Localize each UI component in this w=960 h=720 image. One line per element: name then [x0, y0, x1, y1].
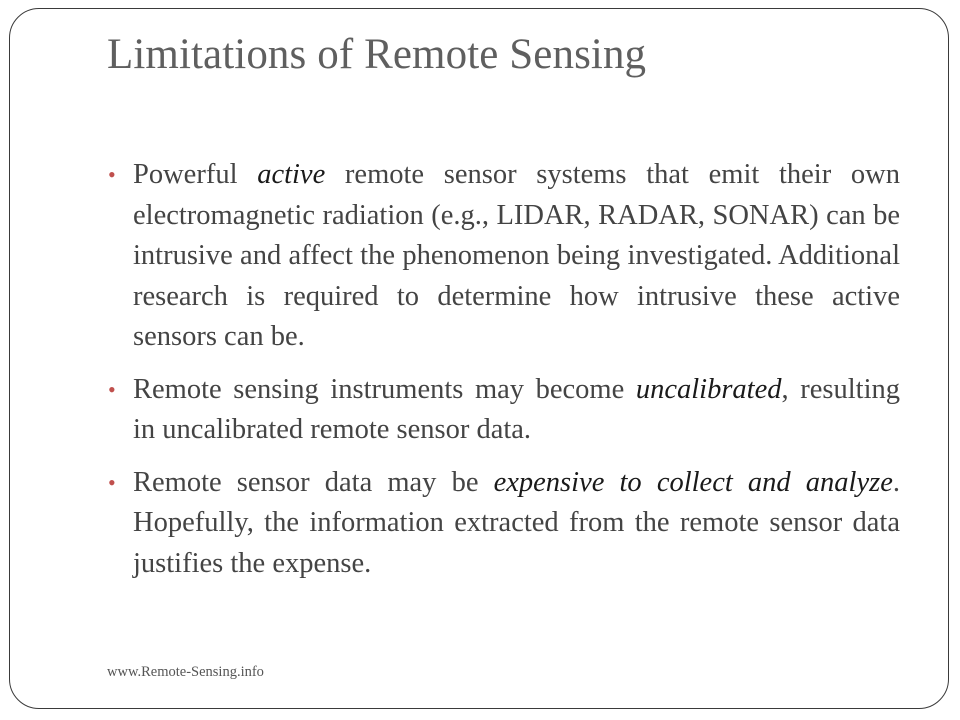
bullet-text-pre: Powerful [133, 159, 258, 190]
footer-url: www.Remote-Sensing.info [107, 664, 264, 680]
bullet-icon: • [108, 162, 116, 187]
bullet-text-emphasis: active [257, 159, 326, 190]
bullet-item-active-sensors [108, 155, 900, 358]
bullet-text-post: . Hopefully, the information extracted from the remote sensor data justifies the expense. [133, 466, 900, 579]
bullet-item-uncalibrated [108, 370, 900, 451]
bullet-item-expense [108, 463, 900, 585]
bullet-icon: • [108, 469, 116, 495]
bullet-text-pre: Remote sensing instruments may become [133, 373, 636, 405]
bullet-text-emphasis: expensive to collect and analyze [493, 466, 893, 498]
bullet-text-pre: Remote sensor data may be [133, 466, 494, 498]
bullet-text-emphasis: uncalibrated [635, 373, 782, 405]
bullet-text-post: remote sensor systems that emit their own electromagnetic radiation (e.g., LIDAR, RADAR, SONAR) can be intrusive and affect the phenomenon being investigated. Additional research is required to determine how intrusive these active sensors can be. [133, 159, 900, 352]
slide-title: Limitations of Remote Sensing [107, 31, 647, 78]
bullet-list [108, 155, 900, 596]
bullet-icon: • [108, 376, 116, 402]
bullet-text-post: , resulting in uncalibrated remote sensor data. [133, 373, 900, 445]
